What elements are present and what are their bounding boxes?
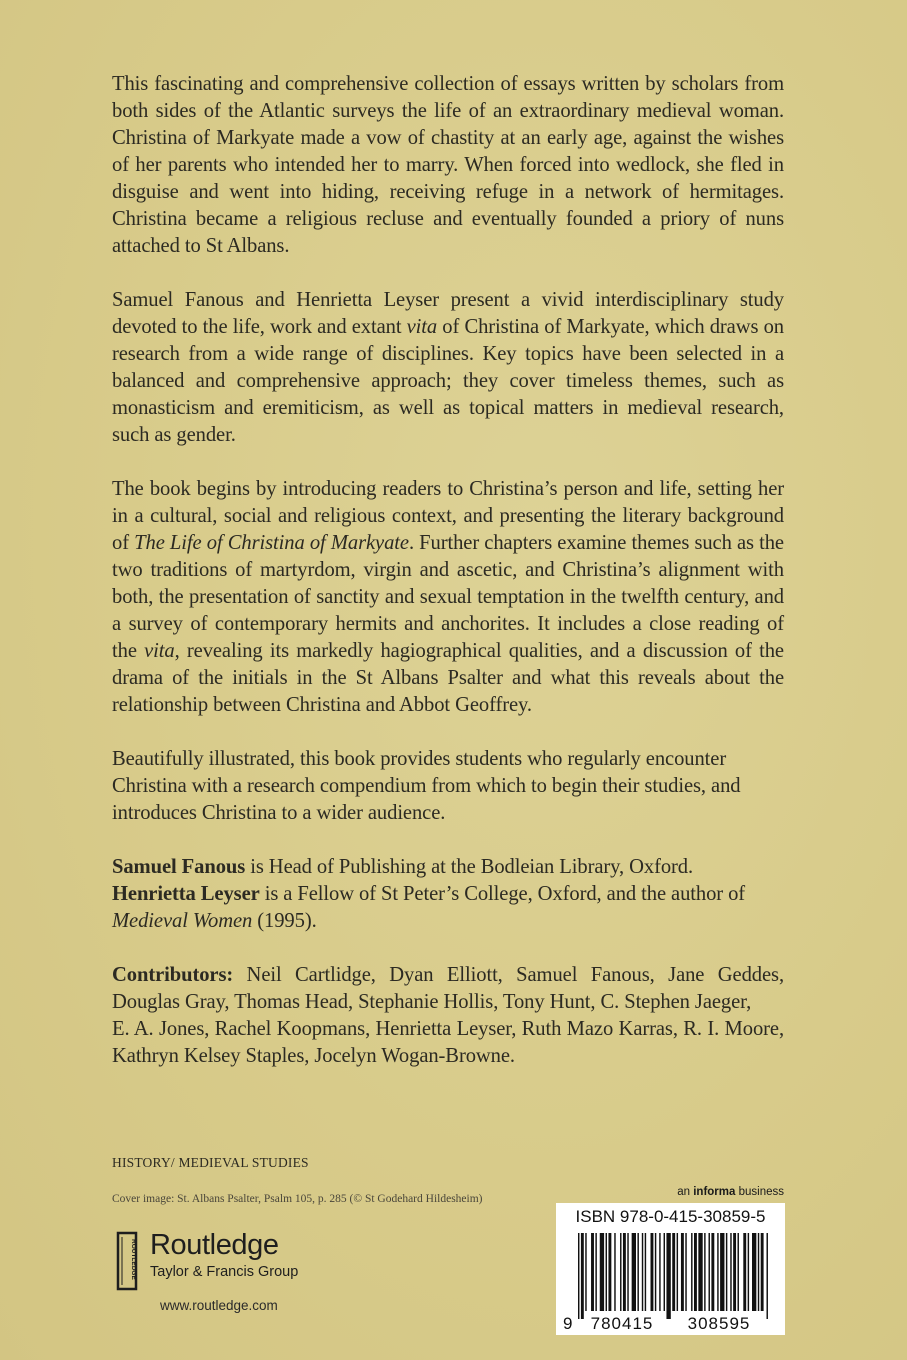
barcode-bar (655, 1233, 656, 1311)
barcode-bar (637, 1233, 638, 1311)
author-book-year: (1995). (252, 910, 317, 932)
publisher-name: Routledge (150, 1229, 279, 1261)
barcode-bar (738, 1233, 739, 1311)
publisher-block (116, 1229, 298, 1293)
barcode-bar (666, 1233, 670, 1319)
barcode-left-digits: 780415 (590, 1314, 654, 1333)
barcode-bar (761, 1233, 764, 1311)
barcode-bar (600, 1233, 604, 1311)
barcode-bar (627, 1233, 628, 1311)
routledge-logo-icon (116, 1229, 138, 1293)
barcode-bar (608, 1233, 611, 1311)
barcode-bar (748, 1233, 749, 1311)
barcode-bar (677, 1233, 678, 1311)
barcode-bar (585, 1233, 586, 1311)
blurb-text: , revealing its markedly hagiographical qualities, and a discussion of the drama of the initials in the St Albans Psalter and what this reveals about the relationship between Christina and Abbot Geoffrey. (112, 640, 784, 716)
barcode-bar (743, 1233, 746, 1311)
barcode-bar (595, 1233, 596, 1311)
publisher-website[interactable]: www.routledge.com (160, 1298, 278, 1313)
barcode-bar (717, 1233, 718, 1311)
barcode-bar (758, 1233, 759, 1311)
subject-category: HISTORY/ MEDIEVAL STUDIES (112, 1155, 309, 1170)
isbn-text: ISBN 978-0-415-30859-5 (575, 1207, 766, 1226)
barcode-bar (691, 1233, 692, 1311)
barcode-bar (704, 1233, 705, 1311)
barcode-bar (664, 1233, 665, 1311)
barcode-bar (620, 1233, 621, 1311)
barcode-bar (642, 1233, 643, 1311)
blurb-text: . Further chapters examine themes such as the two traditions of martyrdom, virgin and ascetic, and Christina’s alignment with both, the presentation of sanctity and sexual temptation in the twelfth century, and a survey of contemporary hermits and anchorites. It includes a close reading of the (112, 532, 784, 662)
barcode-bar (694, 1233, 697, 1311)
vita-term: vita (406, 316, 438, 338)
barcode-bar (752, 1233, 756, 1311)
barcode-bar (578, 1233, 579, 1319)
barcode-bar (659, 1233, 660, 1311)
contributors-list: Neil Cartlidge, Dyan Elliott, Samuel Fanous, Jane Geddes, Douglas Gray, Thomas Head, Stephanie Hollis, Tony Hunt, C. Stephen Jaeger, (112, 964, 784, 1013)
barcode-bar (733, 1233, 736, 1311)
barcode-bar (623, 1233, 626, 1311)
contributors-list: E. A. Jones, Rachel Koopmans, Henrietta Leyser, Ruth Mazo Karras, R. I. Moore, Kathryn Kelsey Staples, Jocelyn Wogan-Browne. (112, 1018, 784, 1067)
blurb-text: Samuel Fanous and Henrietta Leyser present a vivid interdisciplinary study devoted to the life, work and extant (112, 289, 784, 338)
barcode-bar (581, 1233, 584, 1319)
barcode-bar (672, 1233, 675, 1311)
barcode-bar (632, 1233, 636, 1311)
barcode-bar (720, 1233, 724, 1311)
publisher-group: Taylor & Francis Group (150, 1264, 299, 1280)
author-bio: is a Fellow of St Peter’s College, Oxford, and the author of (259, 883, 746, 905)
isbn-barcode (556, 1203, 785, 1335)
informa-suffix: business (735, 1186, 784, 1198)
barcode-first-digit: 9 (563, 1314, 573, 1333)
barcode-bar (591, 1233, 594, 1311)
barcode-bar (711, 1233, 714, 1311)
barcode-bar (681, 1233, 684, 1311)
blurb-paragraph-1 (112, 71, 784, 260)
publisher-text (150, 1229, 298, 1281)
informa-tagline (677, 1186, 784, 1198)
barcode-bar (685, 1233, 686, 1311)
author-name: Samuel Fanous (112, 856, 246, 878)
cover-image-credit: Cover image: St. Albans Psalter, Psalm 105, p. 285 (© St Godehard Hildesheim) (112, 1193, 483, 1205)
barcode-bar (606, 1233, 607, 1311)
barcode-bar (614, 1233, 615, 1311)
informa-prefix: an (677, 1186, 694, 1198)
blurb-text: This fascinating and comprehensive collection of essays written by scholars from both sides of the Atlantic surveys the life of an extraordinary medieval woman. Christina of Markyate made a vow of chastity at an early age, against the wishes of her parents who intended her to marry. When forced into wedlock, she fled in disguise and went into hiding, receiving refuge in a network of hermitages. Christina became a religious recluse and eventually founded a priory of nuns attached to St Albans. (112, 73, 784, 257)
author-bio: is Head of Publishing at the Bodleian Library, Oxford. (245, 856, 694, 878)
blurb-text: Beautifully illustrated, this book provides students who regularly encounter Christina with a research compendium from which to begin their studies, and introduces Christina to a wider audience. (112, 748, 741, 824)
blurb-paragraph-3 (112, 476, 784, 719)
informa-brand: informa (693, 1186, 736, 1198)
vita-term: vita (144, 640, 175, 662)
blurb-text: of Christina of Markyate, which draws on research from a wide range of disciplines. Key topics have been selected in a balanced and comprehensive approach; they cover timeless themes, such as monasticism and eremiticism, as well as topical matters in medieval research, such as gender. (112, 316, 784, 446)
routledge-logo-text: ROUTLEDGE (130, 1239, 137, 1280)
barcode-right-digits: 308595 (687, 1314, 751, 1333)
barcode-bar (651, 1233, 654, 1311)
contributors-label: Contributors: (112, 964, 234, 986)
barcode-bar (767, 1233, 768, 1319)
blurb-text: The book begins by introducing readers to Christina’s person and life, setting her in a cultural, social and religious context, and presenting the literary background of (112, 478, 784, 554)
author-book-title: Medieval Women (112, 910, 253, 932)
author-bios (112, 854, 784, 935)
blurb-paragraph-4 (112, 746, 784, 827)
barcode-image (556, 1203, 785, 1335)
barcode-bar (730, 1233, 731, 1311)
book-title: The Life of Christina of Markyate (134, 532, 409, 554)
barcode-bar (726, 1233, 727, 1311)
contributors (112, 962, 784, 1070)
barcode-bar (698, 1233, 702, 1311)
barcode-bar (645, 1233, 646, 1311)
blurb-paragraph-2 (112, 287, 784, 449)
barcode-bar (709, 1233, 710, 1311)
author-name: Henrietta Leyser (112, 883, 260, 905)
blurb (112, 71, 784, 1097)
